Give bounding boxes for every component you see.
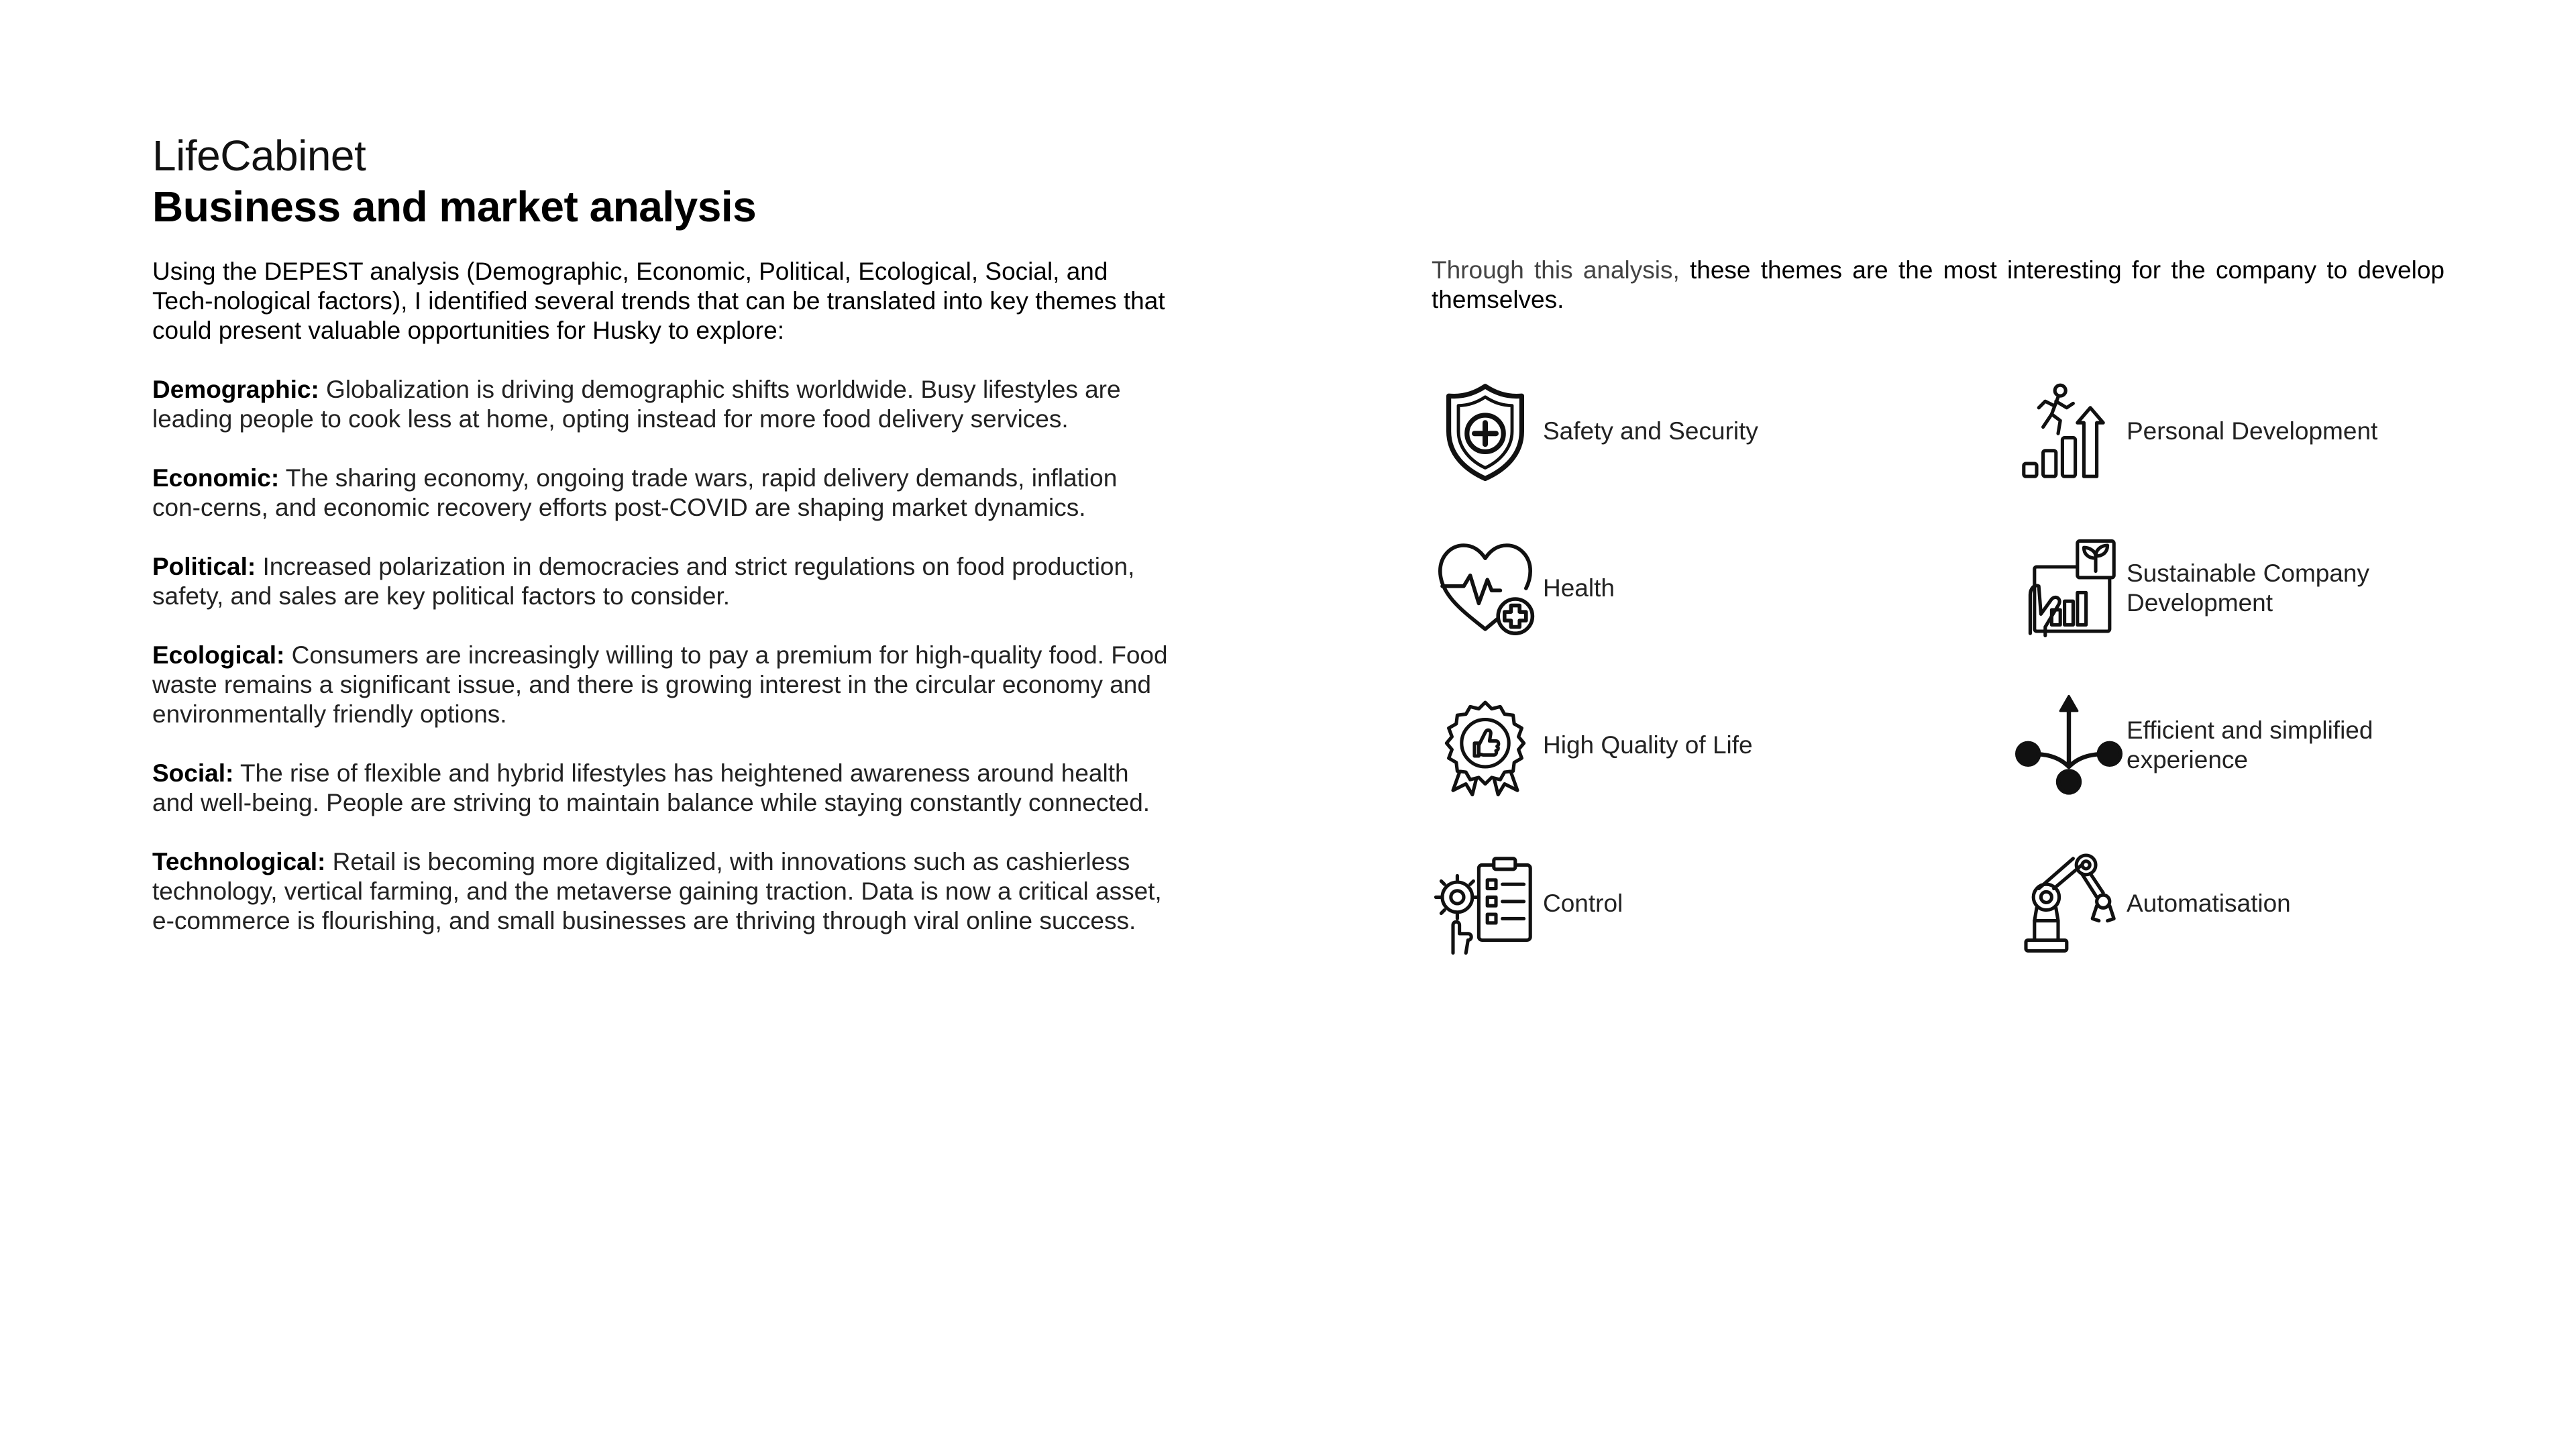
climbing-stairs-icon	[2015, 376, 2127, 487]
theme-sustainable-company-development	[2015, 533, 2422, 644]
intro-paragraph: Using the DEPEST analysis (Demographic, Economic, Political, Ecological, Social, and Tech-nological factors), I identified several trends that can be translated into key themes that could present valuable opportunities for Husky to explore:	[152, 258, 1165, 344]
theme-label: Efficient and simplified experience	[2127, 716, 2373, 773]
factor-label: Economic:	[152, 464, 280, 492]
factor-label: Technological:	[152, 848, 326, 875]
theme-efficient-simplified-experience	[2015, 690, 2422, 801]
theme-label: Health	[1543, 574, 1615, 602]
theme-label: Safety and Security	[1543, 417, 1758, 445]
brand-name: LifeCabinet	[152, 131, 366, 180]
theme-label: Sustainable Company Development	[2127, 559, 2369, 616]
factor-social	[152, 759, 1172, 818]
award-badge-icon	[1432, 690, 1543, 801]
page-title: Business and market analysis	[152, 182, 757, 231]
theme-label: Automatisation	[2127, 890, 2291, 917]
factor-text: Increased polarization in democracies and strict regulations on food production, safety, and sales are key political factors to consider.	[152, 553, 1135, 610]
factor-label: Social:	[152, 759, 234, 787]
factor-technological	[152, 847, 1172, 936]
theme-safety-security	[1432, 376, 1838, 487]
robot-arm-icon	[2015, 848, 2127, 959]
themes-intro-lead: Through this analysis,	[1432, 256, 1680, 284]
factor-demographic	[152, 375, 1172, 434]
factor-economic	[152, 464, 1172, 523]
theme-label: High Quality of Life	[1543, 731, 1753, 759]
theme-personal-development	[2015, 376, 2422, 487]
depest-analysis	[152, 257, 1172, 965]
themes-intro	[1432, 256, 2445, 315]
theme-control	[1432, 848, 1838, 959]
theme-high-quality-of-life	[1432, 690, 1838, 801]
shield-plus-icon	[1432, 376, 1543, 487]
factor-political	[152, 552, 1172, 611]
theme-label: Control	[1543, 890, 1623, 917]
factor-text: Globalization is driving demographic shifts worldwide. Busy lifestyles are leading people to cook less at home, opting instead for more food delivery services.	[152, 376, 1121, 433]
theme-label: Personal Development	[2127, 417, 2378, 445]
theme-automatisation	[2015, 848, 2422, 959]
factor-text: The sharing economy, ongoing trade wars, rapid delivery demands, inflation con-cerns, and economic recovery efforts post-COVID are shaping market dynamics.	[152, 464, 1118, 521]
factor-text: Consumers are increasingly willing to pay a premium for high-quality food. Food waste remains a significant issue, and there is growing interest in the circular economy and environmentally friendly options.	[152, 641, 1168, 728]
growth-chart-icon	[2015, 533, 2127, 644]
factor-text: The rise of flexible and hybrid lifestyles has heightened awareness around health and well-being. People are striving to maintain balance while staying constantly connected.	[152, 759, 1150, 816]
branching-arrow-icon	[2015, 690, 2127, 801]
checklist-icon	[1432, 848, 1543, 959]
theme-health	[1432, 533, 1838, 644]
themes-intro-rest: these themes are the most interesting for the company to develop themselves.	[1432, 256, 2445, 313]
factor-ecological	[152, 641, 1172, 729]
factor-text: Retail is becoming more digitalized, with innovations such as cashierless technology, vertical farming, and the metaverse gaining traction. Data is now a critical asset, e-commerce is flourishing, and small businesses are thriving through viral online success.	[152, 848, 1162, 934]
factor-label: Political:	[152, 553, 256, 580]
heart-pulse-icon	[1432, 533, 1543, 644]
factor-label: Demographic:	[152, 376, 319, 403]
factor-label: Ecological:	[152, 641, 285, 669]
